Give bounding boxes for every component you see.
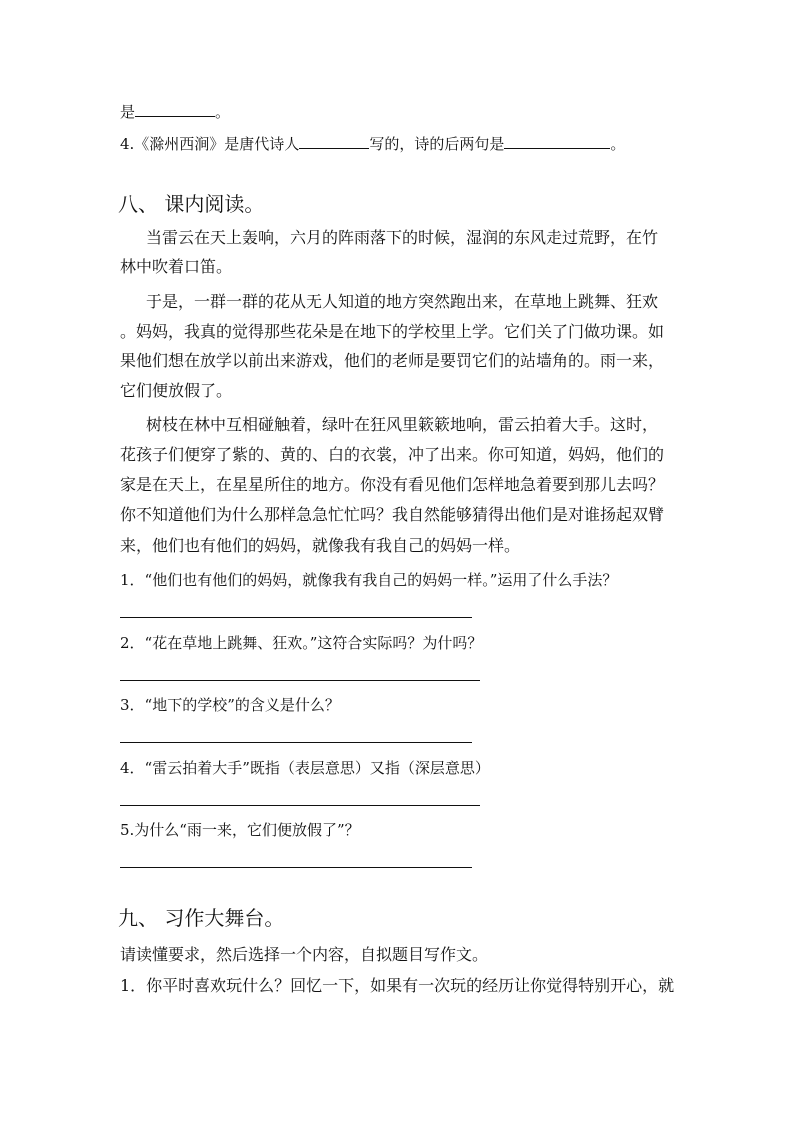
question-4: 4．“雷云拍着大手”既指（表层意思）又指（深层意思） [120, 759, 490, 777]
passage-line: 来，他们也有他们的妈妈，就像我有我自己的妈妈一样。 [120, 536, 521, 555]
passage-line: 树枝在林中互相碰触着，绿叶在狂风里簌簌地响，雷云拍着大手。这时， [146, 415, 659, 434]
question-1: 1．“他们也有他们的妈妈，就像我有我自己的妈妈一样。”运用了什么手法？ [120, 571, 618, 589]
fill-in-3-suffix: 。 [215, 103, 231, 121]
passage-line: 果他们想在放学以前出来游戏，他们的老师是要罚它们的站墙角的。雨一来， [120, 351, 665, 370]
passage-line: 花孩子们便穿了紫的、黄的、白的衣裳，冲了出来。你可知道，妈妈，他们的 [120, 445, 665, 464]
answer-line-1[interactable] [120, 617, 472, 618]
answer-line-3[interactable] [120, 742, 472, 743]
passage-line: 林中吹着口笛。 [120, 257, 233, 276]
fill-in-4-suffix: 。 [610, 135, 626, 153]
passage-line: 你不知道他们为什么那样急急忙忙吗？我自然能够猜得出他们是对谁扬起双臂 [120, 505, 665, 524]
essay-instruction: 请读懂要求，然后选择一个内容，自拟题目写作文。 [120, 945, 489, 964]
answer-line-4[interactable] [120, 805, 480, 806]
passage-line: 当雷云在天上轰响，六月的阵雨落下的时候，湿润的东风走过荒野，在竹 [146, 228, 659, 247]
question-2: 2．“花在草地上跳舞、狂欢。”这符合实际吗？为什吗？ [120, 634, 483, 652]
passage-line: 于是，一群一群的花从无人知道的地方突然跑出来，在草地上跳舞、狂欢 [146, 292, 659, 311]
essay-prompt-1: 1．你平时喜欢玩什么？回忆一下，如果有一次玩的经历让你觉得特别开心，就 [120, 976, 675, 995]
section-9-heading: 九、 习作大舞台。 [118, 906, 285, 930]
passage-line: 。妈妈，我真的觉得那些花朵是在地下的学校里上学。它们关了门做功课。如 [120, 322, 665, 341]
poem-lines-answer-blank[interactable] [504, 134, 610, 149]
passage-line: 它们便放假了。 [120, 381, 233, 400]
answer-blank[interactable] [135, 102, 215, 117]
question-3: 3．“地下的学校”的含义是什么？ [120, 696, 340, 714]
answer-line-2[interactable] [120, 680, 480, 681]
answer-line-5[interactable] [120, 867, 472, 868]
fill-in-3-prefix: 是 [120, 103, 136, 121]
fill-in-line-3 [120, 102, 230, 122]
passage-line: 家是在天上，在星星所住的地方。你没有看见他们怎样地急着要到那儿去吗？ [120, 475, 665, 494]
poet-answer-blank[interactable] [299, 134, 369, 149]
question-5: 5.为什么“雨一来，它们便放假了”？ [120, 821, 360, 839]
section-8-heading: 八、 课内阅读。 [118, 192, 265, 216]
fill-in-4-middle: 写的，诗的后两句是 [369, 135, 505, 153]
fill-in-line-4 [120, 134, 625, 154]
fill-in-4-prefix: 4.《滁州西涧》是唐代诗人 [120, 135, 300, 153]
